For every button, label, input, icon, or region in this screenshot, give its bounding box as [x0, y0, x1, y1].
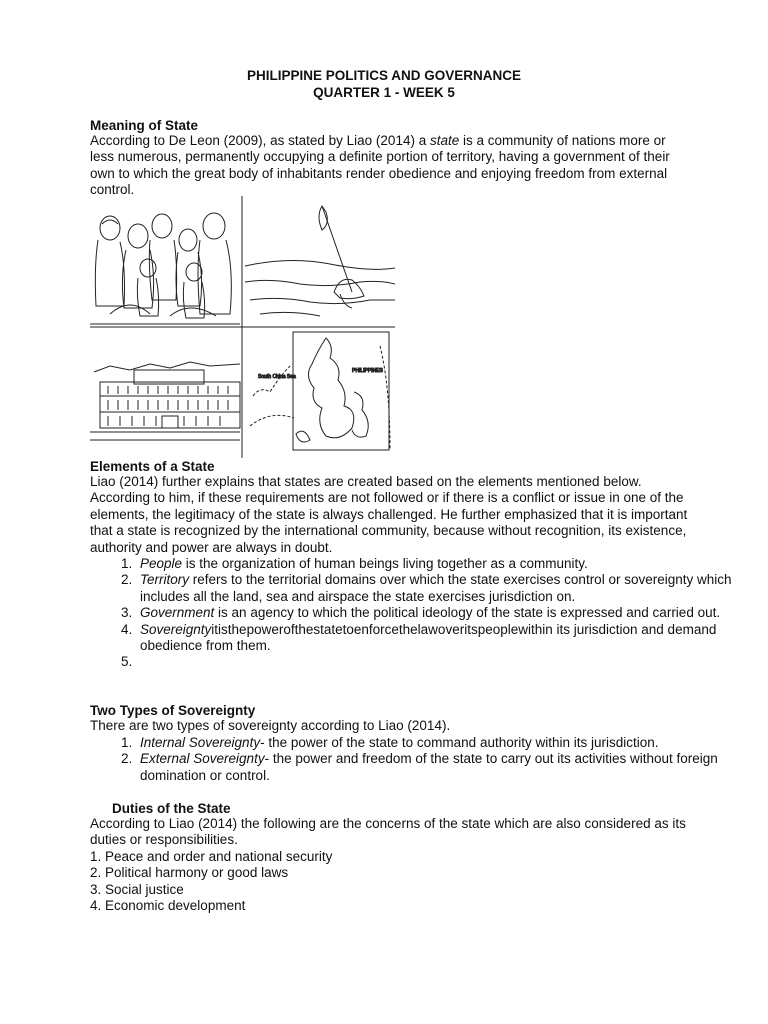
map-label-sea: South China Sea	[258, 374, 296, 380]
government-building-drawing	[90, 362, 240, 440]
element-text: is the organization of human beings living together as a community.	[182, 556, 588, 571]
sovereignty-text: - the power of the state to command authority within its jurisdiction.	[260, 735, 659, 750]
list-item: 2. Political harmony or good laws	[90, 865, 289, 881]
meaning-heading: Meaning of State	[90, 118, 199, 133]
sovereignty-term: Internal Sovereignty	[140, 735, 261, 750]
elements-heading: Elements of a State	[90, 459, 215, 474]
document-subtitle: QUARTER 1 - WEEK 5	[313, 85, 455, 100]
philippines-map-drawing	[250, 332, 390, 450]
meaning-text-end: is a community of nations more or less numerous, permanently occupying a definite portion of territory, having a government of their own to which the great body of inhabitants render obedience and enjoying freedom from external control.	[90, 133, 670, 198]
list-item	[136, 622, 736, 655]
map-label-country: PHILIPPINES	[352, 368, 383, 374]
state-elements-illustration	[90, 196, 395, 458]
list-item	[136, 572, 736, 605]
sovereignty-list	[90, 735, 736, 784]
list-item	[136, 605, 736, 621]
element-term: Sovereignty	[140, 621, 212, 637]
meaning-text-start: According to De Leon (2009), as stated by Liao (2014) a	[90, 133, 430, 148]
family-people-drawing	[90, 213, 240, 324]
duties-heading: Duties of the State	[112, 801, 231, 816]
element-text: itisthepowerofthestatetoenforcethelawoveritspeoplewithin its jurisdiction and demand obedience from them.	[140, 621, 717, 654]
elements-paragraph: Liao (2014) further explains that states are created based on the elements mentioned below. According to him, if these requirements are not followed or if there is a conflict or issue in one of the elements, the legitimacy of the state is always challenged. He further emphasized that it is important that a state is recognized by the international community, because without recognition, its existence, authority and power are always in doubt.	[90, 474, 688, 555]
list-item	[136, 556, 736, 572]
element-term: Government	[140, 605, 215, 621]
sovereignty-term: External Sovereignty	[140, 751, 265, 767]
sovereignty-intro: There are two types of sovereignty according to Liao (2014).	[90, 718, 451, 733]
sovereignty-heading: Two Types of Sovereignty	[90, 703, 256, 718]
document-title: PHILIPPINE POLITICS AND GOVERNANCE	[246, 68, 522, 83]
element-term: People	[140, 556, 183, 571]
territory-flag-drawing	[245, 206, 395, 316]
elements-list	[90, 556, 736, 671]
meaning-paragraph	[90, 133, 690, 199]
list-item: 1. Peace and order and national security	[90, 849, 333, 864]
meaning-term: state	[429, 133, 460, 148]
sovereignty-text: - the power and freedom of the state to carry out its activities without foreign domination or control.	[140, 751, 718, 783]
list-item-empty	[136, 654, 736, 670]
element-text: refers to the territorial domains over which the state exercises control or sovereignty which includes all the land, sea and airspace the state exercises jurisdiction on.	[140, 572, 732, 604]
list-item	[136, 751, 736, 784]
duties-list	[90, 849, 332, 915]
element-term: Territory	[140, 572, 190, 588]
duties-intro: According to Liao (2014) the following are the concerns of the state which are also considered as its duties or responsibilities.	[90, 816, 686, 848]
element-text: is an agency to which the political ideology of the state is expressed and carried out.	[214, 605, 721, 621]
list-item	[136, 735, 736, 751]
list-item: 4. Economic development	[90, 898, 246, 914]
list-item: 3. Social justice	[90, 881, 184, 897]
